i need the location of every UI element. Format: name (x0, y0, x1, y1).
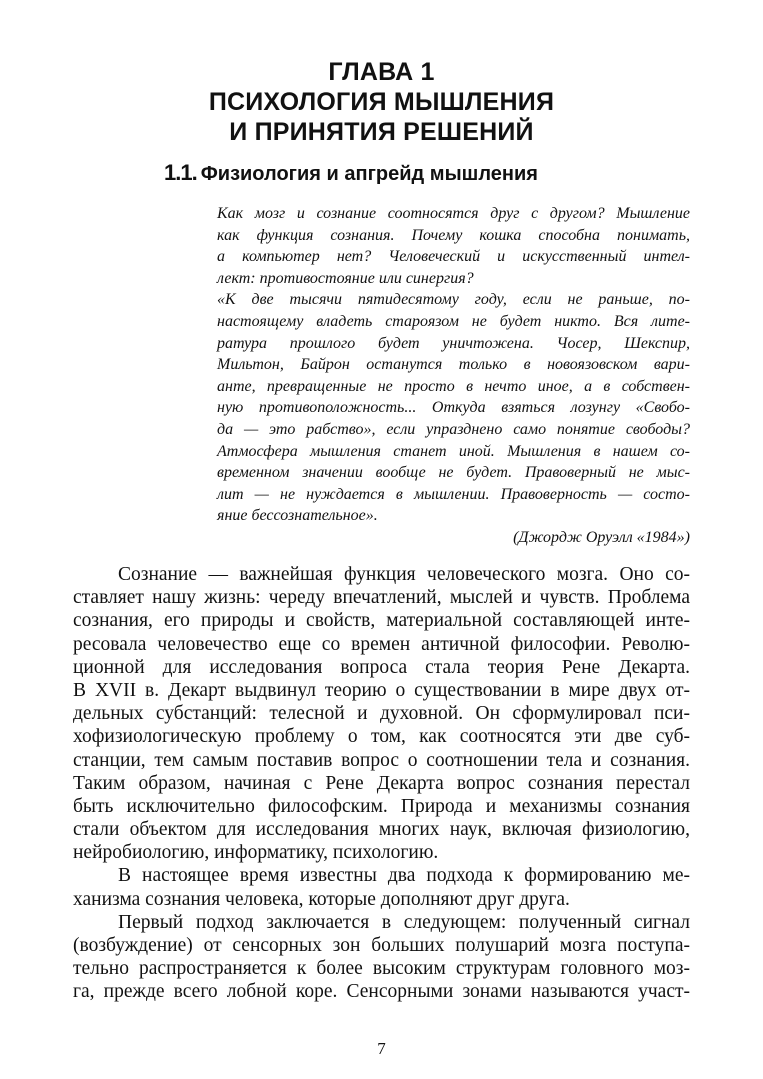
body-line: ставляет нашу жизнь: череду впечатлений, мыслей и чувств. Проблема (73, 587, 690, 609)
body-line: (возбуждение) от сенсорных зон больших полушарий мозга поступа- (73, 935, 690, 956)
epigraph-line: ратура прошлого будет уничтожена. Чосер, Шекспир, (217, 334, 690, 352)
epigraph-line: анте, превращенные не просто в нечто иное, а в собствен- (217, 377, 690, 395)
chapter-label: ГЛАВА 1 (328, 58, 435, 86)
body-line: га, прежде всего лобной коре. Сенсорными зонами называются участ- (73, 981, 690, 1003)
section-title: Физиология и апгрейд мышления (200, 163, 538, 185)
body-line: ханизма сознания человека, которые дополняют друг друга. (73, 888, 570, 910)
body-line: станции, тем самым поставив вопрос о соотношении тела и сознания. (73, 749, 690, 771)
epigraph-line: яние бессознательное». (217, 507, 378, 525)
epigraph-line: лект: противостояние или синергия? (217, 269, 474, 287)
epigraph-line: как функция сознания. Почему кошка способна понимать, (217, 226, 690, 244)
epigraph-line: Атмосфера мышления станет иной. Мышления в нашем со- (217, 442, 690, 460)
epigraph-line: временном значении вообще не будет. Правоверный не мыс- (217, 464, 690, 482)
epigraph-line: а компьютер нет? Человеческий и искусственный интел- (217, 248, 690, 266)
epigraph-attribution: (Джордж Оруэлл «1984») (513, 528, 690, 546)
body-line: Таким образом, начиная с Рене Декарта вопрос сознания перестал (73, 772, 690, 794)
epigraph-line: Как мозг и сознание соотносятся друг с другом? Мышление (217, 205, 690, 222)
section-heading (164, 160, 664, 187)
body-line: быть исключительно философским. Природа и механизмы сознания (73, 795, 690, 817)
body-line: нейробиологию, информатику, психологию. (73, 842, 439, 864)
body-line: ционной для исследования вопроса стала теория Рене Декарта. (73, 656, 690, 678)
epigraph-line: лит — не нуждается в мышлении. Правоверность — состо- (217, 485, 690, 503)
body-line: стали объектом для исследования многих наук, включая физиологию, (73, 819, 690, 841)
body-line: хофизиологическую проблему о том, как соотносятся эти две суб- (73, 726, 690, 748)
chapter-title-line-2: И ПРИНЯТИЯ РЕШЕНИЙ (229, 118, 534, 146)
epigraph-line: «К две тысячи пятидесятому году, если не раньше, по- (217, 291, 690, 309)
body-line: Первый подход заключается в следующем: полученный сигнал (118, 911, 690, 933)
body-line: В XVII в. Декарт выдвинул теорию о существовании в мире двух от- (73, 679, 690, 701)
section-number: 1.1. (164, 160, 197, 185)
chapter-title-line-1: ПСИХОЛОГИЯ МЫШЛЕНИЯ (208, 88, 555, 116)
body-line: В настоящее время известны два подхода к формированию ме- (118, 865, 690, 887)
epigraph-line: да — это рабство», если упразднено само понятие свободы? (217, 420, 690, 438)
body-text (73, 563, 690, 1004)
epigraph-line: Мильтон, Байрон останутся только в новоязовском вари- (217, 356, 690, 374)
body-line: Сознание — важнейшая функция человеческого мозга. Оно со- (118, 564, 690, 585)
body-line: сознания, его природы и свойств, материальной составляющей инте- (73, 610, 690, 632)
epigraph (217, 203, 690, 549)
epigraph-line: ную противоположность... Откуда взяться лозунгу «Свобо- (217, 399, 690, 417)
body-line: дельных субстанций: телесной и духовной. Он сформулировал пси- (73, 703, 690, 725)
body-line: тельно распространяется к более высоким структурам головного моз- (73, 958, 690, 980)
body-line: ресовала человечество еще со времен античной философии. Револю- (73, 633, 690, 655)
page-number: 7 (377, 1039, 386, 1058)
epigraph-line: настоящему владеть староязом не будет никто. Вся лите- (217, 312, 690, 330)
